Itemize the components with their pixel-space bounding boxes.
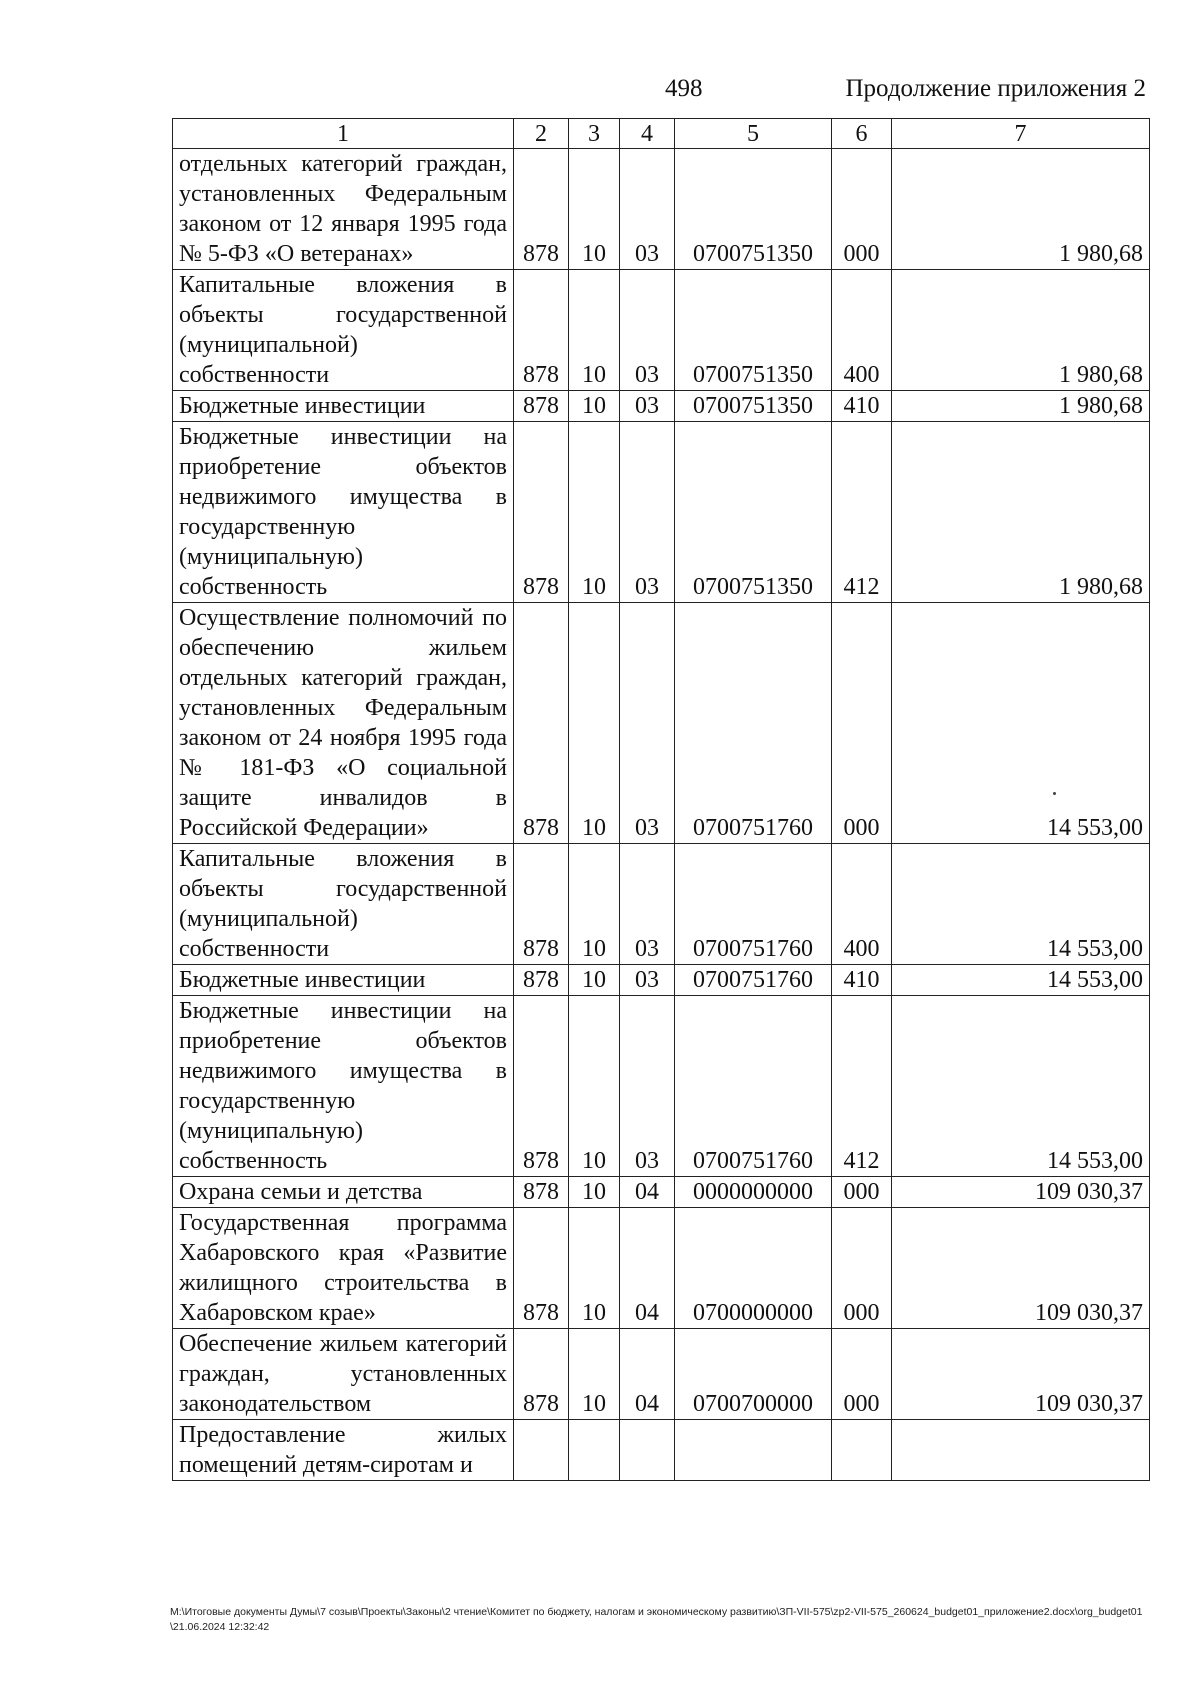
ministry-code-cell: 878 [514,844,569,965]
ministry-code-cell: 878 [514,1208,569,1329]
subsection-code-cell: 04 [620,1177,675,1208]
subsection-code-cell: 03 [620,965,675,996]
table-row [173,1329,1150,1420]
subsection-code-cell: 03 [620,844,675,965]
target-article-cell: 0700751760 [675,603,832,844]
expense-type-cell: 400 [832,270,892,391]
target-article-cell: 0700700000 [675,1329,832,1420]
amount-cell: 14 553,00 [892,965,1150,996]
row-name-cell: Осуществление полномочий по обеспечению жильем отдельных категорий граждан, установленных Федеральным законом от 24 ноября 1995 года № 181-ФЗ «О социальной защите инвалидов в Российской Федерации» [173,603,514,844]
subsection-code-cell [620,1420,675,1481]
subsection-code-cell: 03 [620,270,675,391]
table-row [173,422,1150,603]
expense-type-cell: 000 [832,149,892,270]
table-row [173,1208,1150,1329]
continuation-title: Продолжение приложения 2 [845,75,1146,102]
target-article-cell: 0700751350 [675,422,832,603]
expense-type-cell: 412 [832,422,892,603]
row-name-cell: Капитальные вложения в объекты государственной (муниципальной) собственности [173,844,514,965]
section-code-cell: 10 [569,391,620,422]
table-row [173,603,1150,844]
expense-type-cell [832,1420,892,1481]
row-name-cell: Предоставление жилых помещений детям-сиротам и [173,1420,514,1481]
section-code-cell [569,1420,620,1481]
row-name-cell: Государственная программа Хабаровского края «Развитие жилищного строительства в Хабаровском крае» [173,1208,514,1329]
amount-cell: 14 553,00 [892,844,1150,965]
subsection-code-cell: 03 [620,996,675,1177]
row-name-cell: Бюджетные инвестиции на приобретение объектов недвижимого имущества в государственную (муниципальную) собственность [173,996,514,1177]
amount-cell: 14 553,00 [892,996,1150,1177]
table-row [173,391,1150,422]
table-row [173,965,1150,996]
row-name-cell: Бюджетные инвестиции на приобретение объектов недвижимого имущества в государственную (муниципальную) собственность [173,422,514,603]
amount-cell: 1 980,68 [892,149,1150,270]
table-row [173,149,1150,270]
target-article-cell: 0700751350 [675,149,832,270]
column-header: 1 [173,119,514,149]
subsection-code-cell: 03 [620,391,675,422]
expense-type-cell: 000 [832,1177,892,1208]
column-header: 6 [832,119,892,149]
expense-type-cell: 000 [832,1208,892,1329]
row-name-cell: Бюджетные инвестиции [173,965,514,996]
amount-cell: 14 553,00 [892,603,1150,844]
ministry-code-cell: 878 [514,603,569,844]
column-header: 7 [892,119,1150,149]
section-code-cell: 10 [569,996,620,1177]
table-row [173,270,1150,391]
target-article-cell: 0700751350 [675,391,832,422]
ministry-code-cell: 878 [514,391,569,422]
amount-cell: 109 030,37 [892,1177,1150,1208]
ministry-code-cell: 878 [514,422,569,603]
column-header: 4 [620,119,675,149]
ministry-code-cell: 878 [514,996,569,1177]
section-code-cell: 10 [569,422,620,603]
row-name-cell: отдельных категорий граждан, установленных Федеральным законом от 12 января 1995 года № 5-ФЗ «О ветеранах» [173,149,514,270]
expense-type-cell: 412 [832,996,892,1177]
section-code-cell: 10 [569,1208,620,1329]
section-code-cell: 10 [569,965,620,996]
ministry-code-cell: 878 [514,1177,569,1208]
ministry-code-cell [514,1420,569,1481]
amount-cell: 1 980,68 [892,422,1150,603]
amount-cell: 109 030,37 [892,1329,1150,1420]
expense-type-cell: 000 [832,1329,892,1420]
row-name-cell: Охрана семьи и детства [173,1177,514,1208]
section-code-cell: 10 [569,1329,620,1420]
column-header: 5 [675,119,832,149]
ministry-code-cell: 878 [514,1329,569,1420]
target-article-cell: 0700000000 [675,1208,832,1329]
ministry-code-cell: 878 [514,149,569,270]
expense-type-cell: 410 [832,965,892,996]
target-article-cell: 0700751760 [675,844,832,965]
budget-table [172,118,1150,1481]
table-row [173,1420,1150,1481]
subsection-code-cell: 03 [620,149,675,270]
subsection-code-cell: 03 [620,422,675,603]
ministry-code-cell: 878 [514,270,569,391]
row-name-cell: Бюджетные инвестиции [173,391,514,422]
target-article-cell: 0700751350 [675,270,832,391]
table-row [173,1177,1150,1208]
amount-cell: 1 980,68 [892,391,1150,422]
subsection-code-cell: 04 [620,1329,675,1420]
section-code-cell: 10 [569,149,620,270]
amount-cell [892,1420,1150,1481]
amount-cell: 109 030,37 [892,1208,1150,1329]
table-header-row [173,119,1150,149]
target-article-cell: 0700751760 [675,965,832,996]
scan-speck [1053,792,1056,795]
column-header: 2 [514,119,569,149]
target-article-cell [675,1420,832,1481]
document-path-footer: M:\Итоговые документы Думы\7 созыв\Проекты\Законы\2 чтение\Комитет по бюджету, налогам и экономическому развитию\ЗП-VII-575\zp2-VII-575_260624_budget01_приложение2.docx\org_budget01\21.06.2024 12:32:42 [170,1606,1143,1633]
amount-cell: 1 980,68 [892,270,1150,391]
row-name-cell: Капитальные вложения в объекты государственной (муниципальной) собственности [173,270,514,391]
expense-type-cell: 000 [832,603,892,844]
section-code-cell: 10 [569,1177,620,1208]
subsection-code-cell: 03 [620,603,675,844]
page-number: 498 [665,75,703,102]
section-code-cell: 10 [569,844,620,965]
target-article-cell: 0700751760 [675,996,832,1177]
expense-type-cell: 400 [832,844,892,965]
subsection-code-cell: 04 [620,1208,675,1329]
table-row [173,996,1150,1177]
ministry-code-cell: 878 [514,965,569,996]
expense-type-cell: 410 [832,391,892,422]
section-code-cell: 10 [569,270,620,391]
table-row [173,844,1150,965]
column-header: 3 [569,119,620,149]
target-article-cell: 0000000000 [675,1177,832,1208]
section-code-cell: 10 [569,603,620,844]
row-name-cell: Обеспечение жильем категорий граждан, установленных законодательством [173,1329,514,1420]
